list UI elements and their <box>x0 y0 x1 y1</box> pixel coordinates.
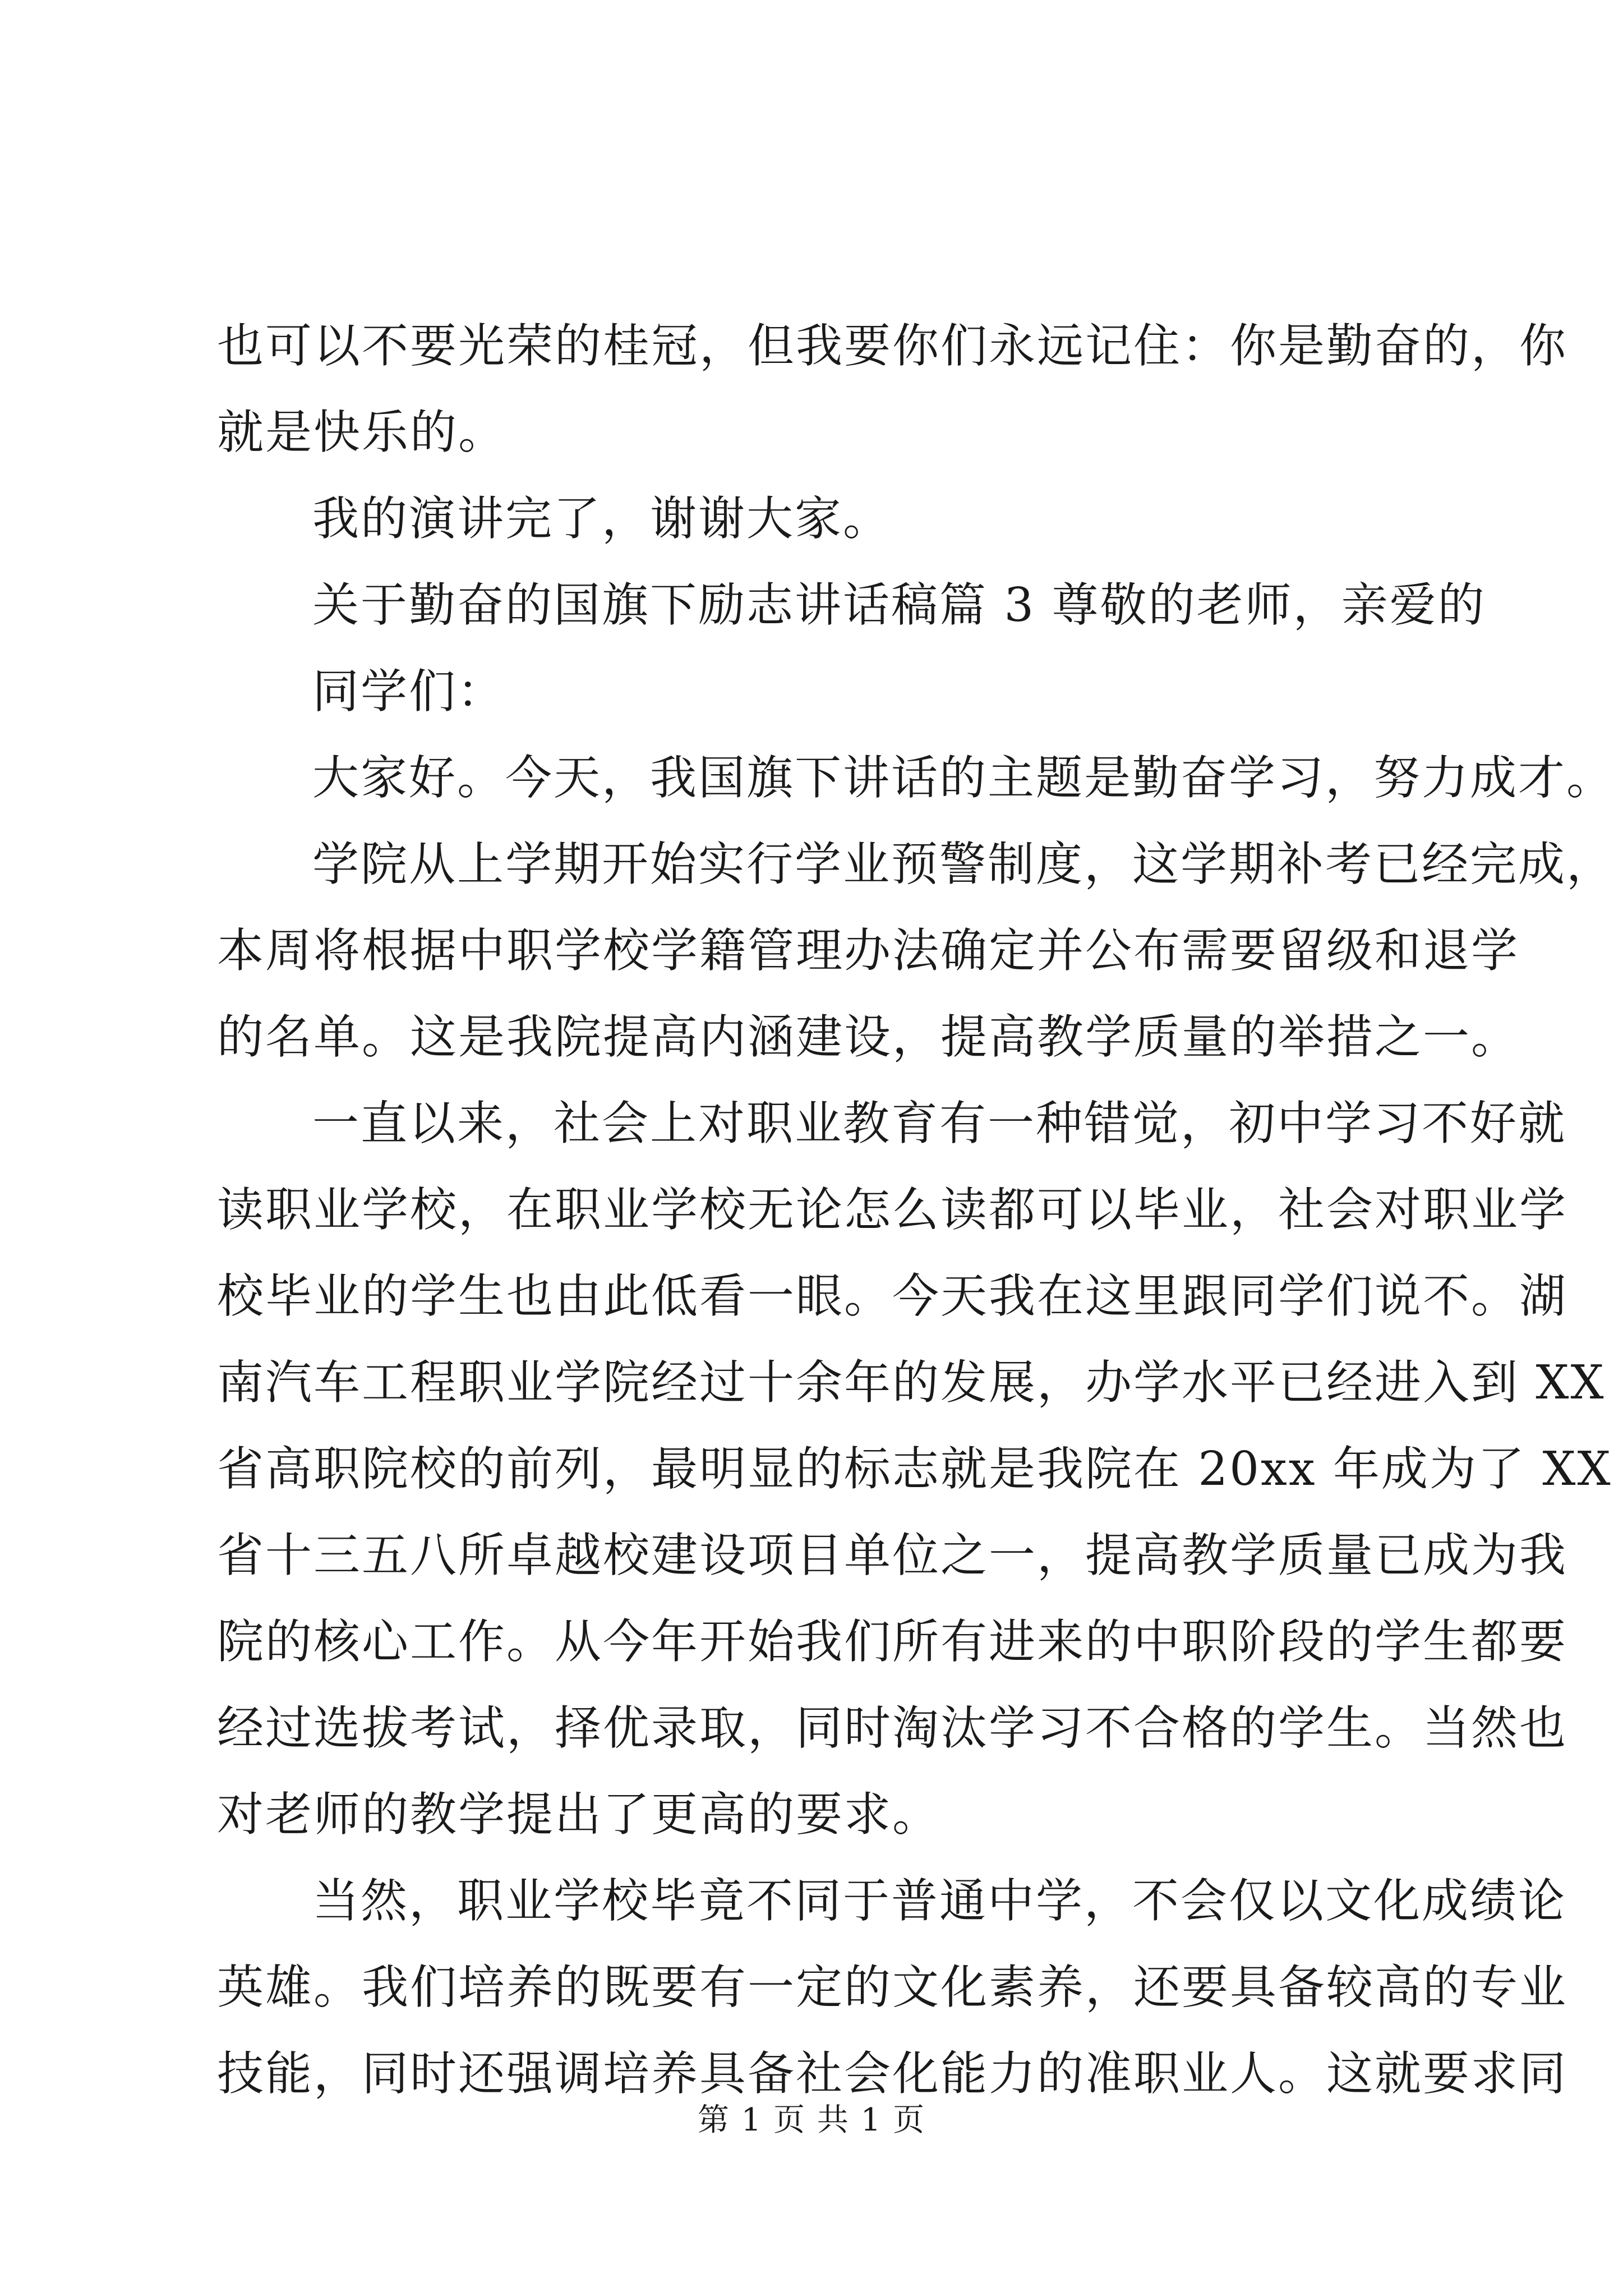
text-line: 读职业学校，在职业学校无论怎么读都可以毕业，社会对职业学 <box>217 1182 1567 1237</box>
text-line: 一直以来，社会上对职业教育有一种错觉，初中学习不好就 <box>312 1096 1566 1151</box>
text-line: 英雄。我们培养的既要有一定的文化素养，还要具备较高的专业 <box>217 1960 1567 2014</box>
text-line: 本周将根据中职学校学籍管理办法确定并公布需要留级和退学 <box>217 923 1519 978</box>
text-line: 校毕业的学生也由此低看一眼。今天我在这里跟同学们说不。湖 <box>217 1269 1567 1323</box>
text-line: 同学们： <box>312 664 505 719</box>
text-line: 学院从上学期开始实行学业预警制度，这学期补考已经完成， <box>312 837 1615 891</box>
text-line: 大家好。今天，我国旗下讲话的主题是勤奋学习，努力成才。 <box>312 751 1615 805</box>
text-line: 经过选拔考试，择优录取，同时淘汰学习不合格的学生。当然也 <box>217 1701 1567 1755</box>
text-line: 的名单。这是我院提高内涵建设，提高教学质量的举措之一。 <box>217 1010 1519 1064</box>
document-body <box>217 303 1615 2117</box>
text-line: 对老师的教学提出了更高的要求。 <box>217 1787 940 1842</box>
page-footer: 第 1 页 共 1 页 <box>697 2102 926 2138</box>
text-line: 当然，职业学校毕竟不同于普通中学，不会仅以文化成绩论 <box>312 1874 1566 1928</box>
text-line: 我的演讲完了，谢谢大家。 <box>312 491 891 546</box>
text-line: 技能，同时还强调培养具备社会化能力的准职业人。这就要求同 <box>217 2046 1567 2101</box>
text-line: 关于勤奋的国旗下励志讲话稿篇 3 尊敬的老师，亲爱的 <box>312 578 1486 632</box>
text-line: 也可以不要光荣的桂冠，但我要你们永远记住：你是勤奋的，你 <box>217 319 1567 373</box>
text-line: 省高职院校的前列，最明显的标志就是我院在 20xx 年成为了 XX <box>217 1442 1612 1496</box>
text-line: 南汽车工程职业学院经过十余年的发展，办学水平已经进入到 XX <box>217 1355 1606 1410</box>
text-line: 省十三五八所卓越校建设项目单位之一，提高教学质量已成为我 <box>217 1528 1567 1582</box>
text-line: 就是快乐的。 <box>217 405 506 459</box>
text-line: 院的核心工作。从今年开始我们所有进来的中职阶段的学生都要 <box>217 1614 1567 1669</box>
